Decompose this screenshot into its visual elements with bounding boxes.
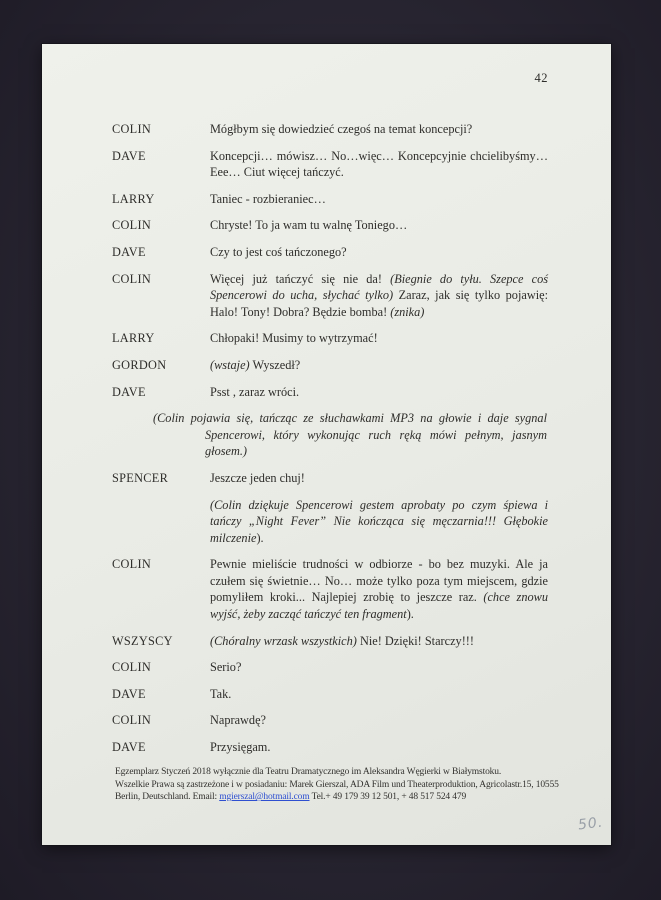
dialogue-text <box>210 271 548 321</box>
page-footer <box>115 766 559 804</box>
dialogue-text <box>210 633 548 650</box>
speech-text: Tak. <box>210 686 232 701</box>
stage-note-text: (wstaje) <box>210 357 250 372</box>
speech-text: Serio? <box>210 660 242 675</box>
speaker-name: SPENCER <box>112 470 169 485</box>
dialogue-entry <box>42 357 611 374</box>
speaker-name: COLIN <box>112 557 152 572</box>
handwritten-page-count: 50. <box>577 814 605 834</box>
dialogue-text <box>210 712 548 729</box>
dialogue-entry <box>42 470 611 487</box>
dialogue-entry <box>42 121 611 138</box>
footer-line-copyright: Egzemplarz Styczeń 2018 wyłącznie dla Teatru Dramatycznego im Aleksandra Węgierki w Białymstoku. <box>115 767 502 777</box>
stage-note-text: (Colin pojawia się, tańcząc ze słuchawkami MP3 na głowie i daje sygnal Spencerowi, który wykonując ruch ręką mówi pełnym, jasnym głosem.) <box>153 411 547 459</box>
speaker-name: COLIN <box>112 713 152 728</box>
dialogue-entry <box>42 271 611 321</box>
dialogue-entry <box>42 148 611 181</box>
speech-text: Nie! Dzięki! Starczy!!! <box>356 633 474 648</box>
speech-text: Czy to jest coś tańczonego? <box>210 244 347 259</box>
stage-note-text: (znika) <box>390 304 425 319</box>
speech-text: Przysięgam. <box>210 740 271 755</box>
dialogue-text <box>210 556 548 622</box>
speaker-name: DAVE <box>112 384 146 399</box>
dialogue-entry <box>42 556 611 622</box>
dialogue-text <box>210 686 548 703</box>
speech-text: Wyszedł? <box>249 357 301 372</box>
stage-note-text: (Colin dziękuje Spencerowi gestem aprobaty po czym śpiewa i tańczy „Night Fever” Nie kończąca się męczarnia!!! Głębokie milczenie <box>210 497 548 545</box>
dialogue-text <box>210 470 548 487</box>
speech-text: Pewnie mieliście trudności w odbiorze - bo bez muzyki. Ale ja czułem się świetnie… No… może tylko poza tym miejscem, gdzie pomyliłem kroki... Najlepiej zrobię to jeszcze raz. <box>210 557 548 605</box>
dialogue-entry <box>42 686 611 703</box>
dialogue-text <box>210 148 548 181</box>
speech-text: Naprawdę? <box>210 713 266 728</box>
speaker-name: COLIN <box>112 122 152 136</box>
dialogue-text <box>210 739 548 756</box>
dialogue-entry <box>42 633 611 650</box>
stage-note-text: (chce znowu wyjść, żeby zacząć tańczyć ten fragment <box>210 590 548 622</box>
speech-text: Jeszcze jeden chuj! <box>210 470 305 485</box>
dialogue-entry <box>42 330 611 347</box>
dialogue-entry <box>42 217 611 234</box>
footer-contact-suffix: Tel.+ 49 179 39 12 501, + 48 517 524 479 <box>309 792 467 803</box>
stage-note-text: (Chóralny wrzask wszystkich) <box>210 633 357 648</box>
dialogue-text <box>210 244 548 261</box>
dialogue-entry <box>42 659 611 676</box>
speech-text: Mógłbym się dowiedzieć czegoś na temat koncepcji? <box>210 122 473 136</box>
stage-direction <box>153 410 547 460</box>
footer-line-rights: Wszelkie Prawa są zastrzeżone i w posiadaniu: Marek Gierszal, ADA Film und Theaterproduktion, Agricolastr.15, 10555 <box>115 779 559 790</box>
footer-contact-prefix: Berlin, Deutschland. Email: <box>115 792 220 803</box>
dialogue-entry <box>42 384 611 401</box>
dialogue-text <box>210 357 548 374</box>
dialogue-text <box>210 330 548 347</box>
stage-note-text: (Biegnie do tyłu. Szepce coś Spencerowi do ucha, słychać tylko) <box>210 271 549 303</box>
speaker-name: COLIN <box>112 271 152 286</box>
speaker-name: LARRY <box>112 191 155 206</box>
dialogue-entry <box>42 712 611 729</box>
dialogue-entry <box>42 739 611 756</box>
speech-text: Zaraz, jak się tylko pojawię: Halo! Tony! Dobra? Będzie bomba! <box>210 288 548 319</box>
speech-text: ). <box>406 607 414 622</box>
email-link[interactable]: mgierszal@hotmail.com <box>219 792 310 803</box>
page-number: 42 <box>534 71 548 85</box>
speech-text: Więcej już tańczyć się nie da! <box>210 271 391 286</box>
speaker-name <box>112 497 210 547</box>
speaker-name: WSZYSCY <box>112 633 173 648</box>
speaker-name: DAVE <box>112 686 146 701</box>
speaker-name: COLIN <box>112 660 152 675</box>
speech-text: ). <box>256 530 264 545</box>
dialogue-entry <box>42 244 611 261</box>
speaker-name: DAVE <box>112 148 146 163</box>
dialogue-entry <box>42 191 611 208</box>
speech-text: Taniec - rozbieraniec… <box>210 191 326 206</box>
dialogue-list <box>42 121 611 766</box>
speaker-name: DAVE <box>112 740 146 755</box>
dialogue-text <box>210 121 548 138</box>
speech-text: Psst , zaraz wróci. <box>210 384 300 399</box>
dialogue-text <box>210 497 548 547</box>
speaker-name: GORDON <box>112 357 167 372</box>
stage-direction-row <box>42 497 611 547</box>
speaker-name: LARRY <box>112 331 155 346</box>
speech-text: Chryste! To ja wam tu walnę Toniego… <box>210 218 408 233</box>
speech-text: Chłopaki! Musimy to wytrzymać! <box>210 331 378 346</box>
dialogue-text <box>210 217 548 234</box>
dialogue-text <box>210 191 548 208</box>
dialogue-text <box>210 384 548 401</box>
dialogue-text <box>210 659 548 676</box>
speaker-name: DAVE <box>112 244 146 259</box>
speaker-name: COLIN <box>112 218 152 233</box>
footer-line-contact <box>115 791 559 804</box>
script-page <box>42 44 611 845</box>
speech-text: Koncepcji… mówisz… No…więc… Koncepcyjnie chcielibyśmy… Eee… Ciut więcej tańczyć. <box>210 148 548 180</box>
